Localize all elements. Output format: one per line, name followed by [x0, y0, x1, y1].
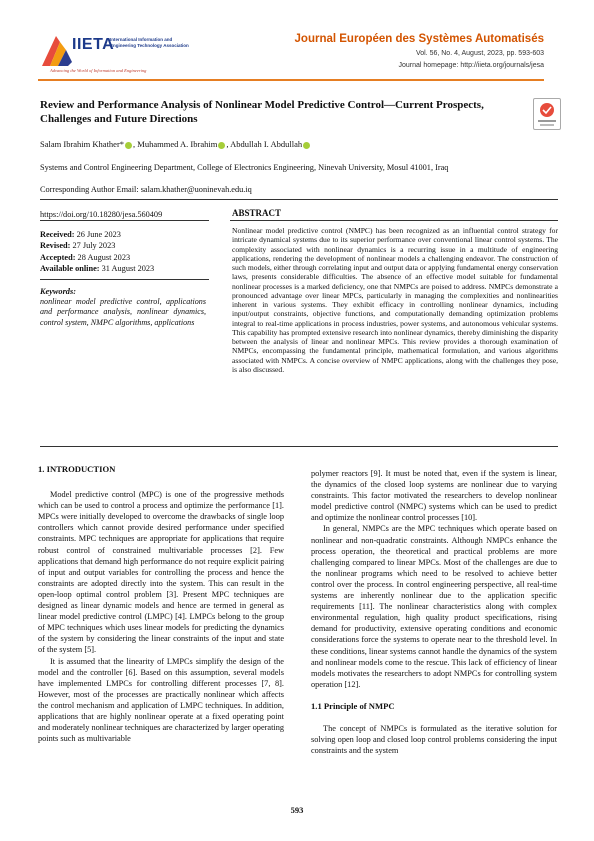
doi-link[interactable]: https://doi.org/10.18280/jesa.560409: [40, 210, 163, 219]
divider: [230, 220, 558, 221]
publisher-logo: [38, 30, 188, 78]
logo-org: International Information and Engineering Technology Association: [110, 37, 189, 48]
divider: [40, 199, 558, 200]
received-date: 26 June 2023: [74, 230, 121, 239]
accepted-label: Accepted:: [40, 252, 76, 262]
logo-tagline: Advancing the World of Information and Engineering: [50, 68, 147, 73]
online-date: 31 August 2023: [99, 263, 155, 273]
revised-label: Revised:: [40, 241, 71, 251]
journal-volume: Vol. 56, No. 4, August, 2023, pp. 593-603: [415, 50, 544, 57]
body-column-right: [311, 468, 557, 756]
article-dates: [40, 229, 154, 274]
body-column-left: [38, 464, 284, 744]
received-label: Received:: [40, 230, 75, 239]
abstract-heading: ABSTRACT: [232, 208, 282, 218]
author-list: [40, 139, 311, 149]
paragraph: The concept of NMPCs is formulated as the iterative solution for solving open loop and closed loop control problems considering the input constraints and the system: [311, 723, 557, 756]
journal-homepage[interactable]: Journal homepage: http://iieta.org/journals/jesa: [398, 62, 544, 69]
divider: [40, 279, 209, 280]
logo-name: IIETA: [72, 36, 115, 53]
header-rule: [38, 79, 544, 81]
corresponding-author: Corresponding Author Email: salam.khather@uoninevah.edu.iq: [40, 185, 252, 194]
author-2: , Muhammed A. Ibrahim: [133, 139, 218, 149]
paragraph: It is assumed that the linearity of LMPCs simplify the design of the model and the controller [6]. Based on this assumption, several models have implemented LMPCs for controlling different processes [7, 8]. However, most of the processes are practically nonlinear which affects the control mechanism and application of LMPC techniques. In addition, applications that are highly nonlinear operate at a fixed operating point and moderately nonlinear techniques are characterized by larger operating points such as multivariable: [38, 656, 284, 744]
publisher-mark-icon: [38, 32, 74, 72]
check-for-updates-icon[interactable]: [533, 98, 561, 130]
paragraph: polymer reactors [9]. It must be noted that, even if the system is linear, the dynamics of the closed loop systems are nonlinear due to varying constraints. This factor motivated the researchers to develop nonlinear model predictive control (NMPC) systems which can be used to predict and optimize the nonlinear control processes [10].: [311, 469, 557, 523]
orcid-icon[interactable]: [218, 142, 225, 149]
paragraph: In general, NMPCs are the MPC techniques which operate based on nonlinear and non-quadratic constraints. Although NMPCs enhance the process operation, the theoretical and practical problems are more challenging compared to linear MPCs. Most of the challenges are due to the nonlinear programs which need to be resolved to achieve better control over the process. In control engineering perspective, all real-time systems are inherently nonlinear due to the application specific requirements [11]. The nonlinear characteristics along with complex environmental regulation, high quality product specifications, rising demand for productivity, extensive operating conditions and economic considerations force the systems to operate near to the threshold level. In these conditions, linear systems cannot handle the dynamics of the system and nonlinear models come to the rescue. This lack of efficiency of linear models motivates the researchers to adopt NMPCs for controlling system operation [12].: [311, 524, 557, 689]
orcid-icon[interactable]: [303, 142, 310, 149]
subsection-heading: 1.1 Principle of NMPC: [311, 700, 395, 711]
revised-date: 27 July 2023: [70, 241, 116, 251]
paper-title: Review and Performance Analysis of Nonlinear Model Predictive Control—Current Prospects, Challenges and Future Directions: [40, 99, 484, 125]
divider: [40, 220, 209, 221]
affiliation: Systems and Control Engineering Department, College of Electronics Engineering, Ninevah University, Mosul 41001, Iraq: [40, 163, 449, 172]
accepted-date: 28 August 2023: [75, 252, 131, 262]
orcid-icon[interactable]: [125, 142, 132, 149]
paragraph: Model predictive control (MPC) is one of the progressive methods which can be used to control a process and optimize the performance [1]. MPCs were initially developed to overcome the drawbacks of single loop controllers which cannot provide desired performance under specified constraints. MPC techniques are appropriate for applications that require robust control of constrained multivariable processes [2]. Few applications that demand high performance do not require explicit pairing of input and output variables for controlling the process and hence the constraints are adopted directly into the system. This can result in the open-loop optimal control problem [3]. Present MPC techniques are designed as linear dynamic models and hence are termed in general as linear model predictive control (LMPC) [4]. LMPCs belong to the group of MPC techniques which uses linear models for predicting the dynamics of the system by considering the linear constraints of the input and state of the system [5].: [38, 490, 284, 655]
page-number: 593: [290, 805, 304, 815]
online-label: Available online:: [40, 263, 100, 273]
abstract-text: Nonlinear model predictive control (NMPC) has been recognized as an influential control strategy for intricate dynamical systems due to its superior performance over conventional linear control systems. The complexity associated with nonlinear dynamics is a recurring issue in a multitude of engineering applications, rendering the development of nonlinear models a challenging endeavor. The construction of such models, either through correlating input and output data or applying fundamental energy conservation laws, presents considerable difficulties. The absence of an effective model suitable for fundamental nonlinear processes is a marked deficiency, one that NMPCs are poised to address. NMPCs demonstrate a pronounced advantage over linear MPCs, particularly in managing the complexities and nonlinearities inherent in various systems. They exhibit efficacy in controlling nonlinear dynamics, including input/output constraints, objective functions, and computationally demanding optimization problems integral to real-time applications in process industries, power systems, and autonomous vehicular systems. This capability has prompted extensive research into nonlinear dynamics, thereby diminishing the disparity between the analysis of linear and nonlinear MPCs. This review provides a thorough examination of NMPCs, encompassing the fundamental principle, mathematical formulation, and various algorithms associated with NMPCs. A concise overview of NMPC applications, along with the challenges they pose, is also discussed.: [232, 226, 558, 374]
journal-title: Journal Européen des Systèmes Automatisés: [294, 33, 544, 45]
divider: [40, 446, 558, 447]
section-heading: 1. INTRODUCTION: [38, 464, 116, 474]
keywords-heading: Keywords:: [40, 287, 76, 296]
author-3: , Abdullah I. Abdullah: [226, 139, 303, 149]
author-1: Salam Ibrahim Khather*: [40, 139, 125, 149]
keywords: nonlinear model predictive control, applications and performance analysis, nonlinear dynamics, control system, NMPC algorithms, applications: [40, 297, 206, 327]
